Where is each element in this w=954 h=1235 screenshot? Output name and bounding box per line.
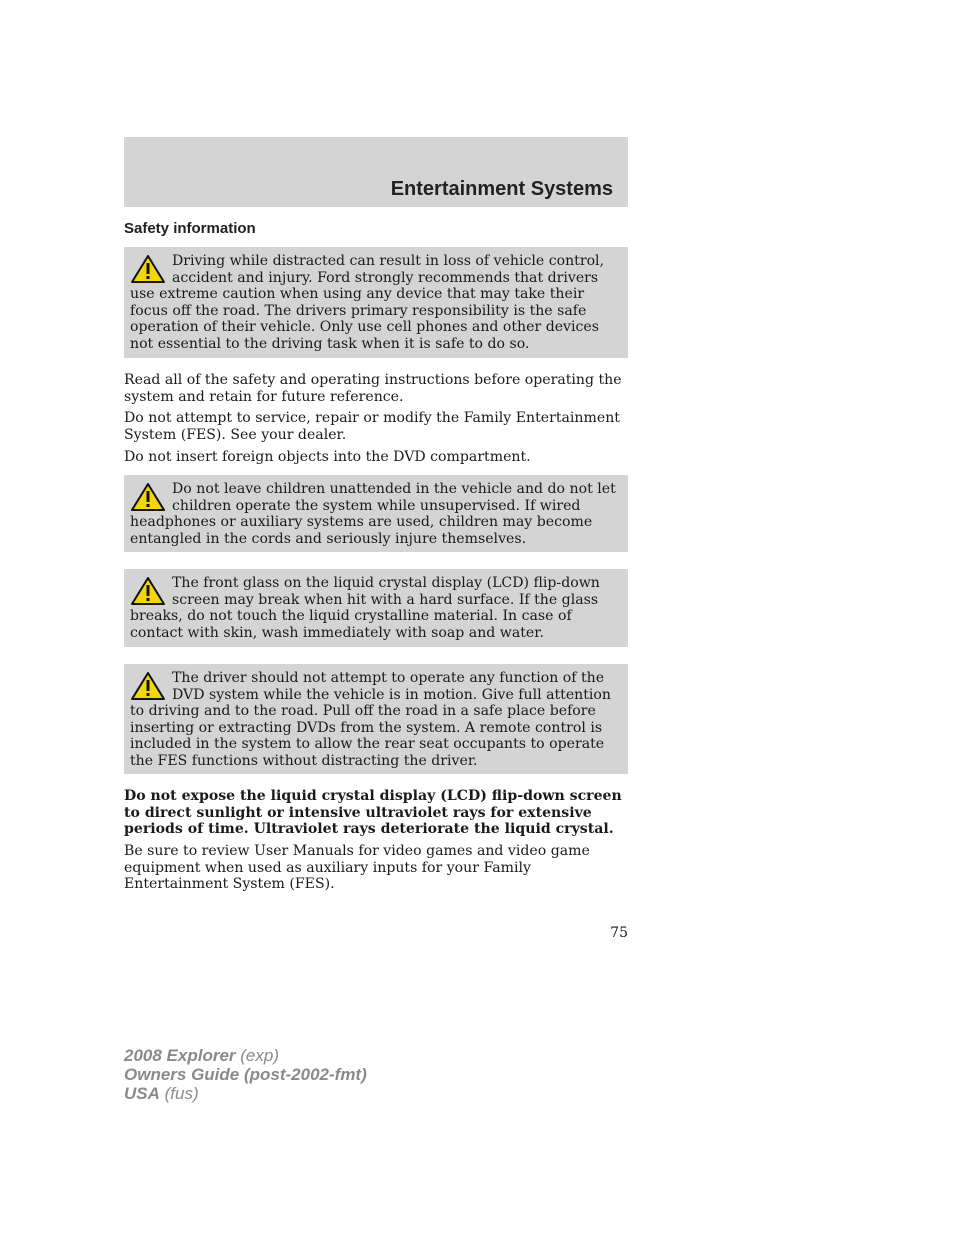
page-title: Entertainment Systems	[390, 178, 613, 200]
warning-triangle-icon	[130, 670, 166, 702]
warning-box	[124, 475, 628, 552]
warning-text: The front glass on the liquid crystal display (LCD) flip-down screen may break when hit with a hard surface. If the glass breaks, do not touch the liquid crystalline material. In case of contact with skin, wash immediately with soap and water.	[130, 575, 600, 641]
section-title: Safety information	[124, 220, 256, 237]
header-band	[124, 137, 628, 207]
warning-text: The driver should not attempt to operate any function of the DVD system while the vehicle is in motion. Give full attention to driving and to the road. Pull off the road in a safe place before inserting or extracting DVDs from the system. A remote control is included in the system to allow the rear seat occupants to operate the FES functions without distracting the driver.	[130, 670, 611, 769]
page-number: 75	[610, 925, 628, 941]
paragraph: Be sure to review User Manuals for video games and video game equipment when used as auxiliary inputs for your Family Entertainment System (FES).	[124, 843, 590, 892]
warning-text: Driving while distracted can result in loss of vehicle control, accident and injury. Ford strongly recommends that drivers use extreme caution when using any device that may take their focus off the road. The drivers primary responsibility is the safe operation of their vehicle. Only use cell phones and other devices not essential to the driving task when it is safe to do so.	[130, 253, 605, 352]
warning-triangle-icon	[130, 575, 166, 607]
caution-paragraph: Do not expose the liquid crystal display (LCD) flip-down screen to direct sunlight or intensive ultraviolet rays for extensive periods of time. Ultraviolet rays deteriorate the liquid crystal.	[124, 788, 622, 837]
paragraph: Read all of the safety and operating instructions before operating the system and retain for future reference.	[124, 372, 622, 405]
warning-box	[124, 247, 628, 358]
footer-market: USA	[124, 1084, 160, 1103]
warning-triangle-icon	[130, 481, 166, 513]
warning-triangle-icon	[130, 253, 166, 285]
footer	[124, 1046, 367, 1103]
footer-model: 2008 Explorer	[124, 1046, 236, 1065]
paragraph: Do not insert foreign objects into the DVD compartment.	[124, 449, 531, 465]
warning-box	[124, 664, 628, 774]
warning-box	[124, 569, 628, 647]
footer-guide: Owners Guide (post-2002-fmt)	[124, 1065, 367, 1084]
footer-market-code: (fus)	[164, 1084, 199, 1103]
paragraph: Do not attempt to service, repair or modify the Family Entertainment System (FES). See your dealer.	[124, 410, 620, 443]
warning-text: Do not leave children unattended in the vehicle and do not let children operate the system while unsupervised. If wired headphones or auxiliary systems are used, children may become entangled in the cords and seriously injure themselves.	[130, 481, 616, 547]
footer-model-code: (exp)	[240, 1046, 279, 1065]
